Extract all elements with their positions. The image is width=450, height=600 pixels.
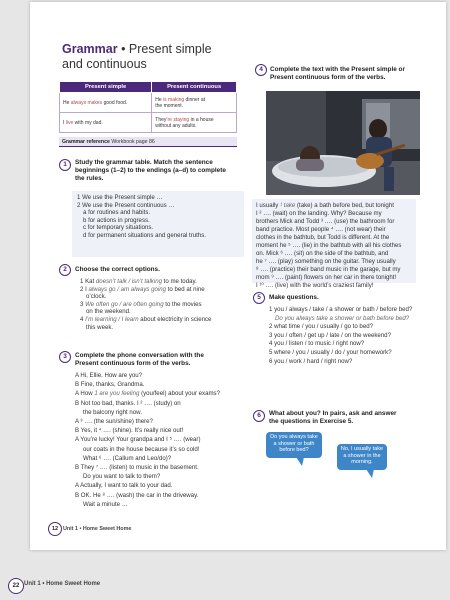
exercise-1-instruction: Study the grammar table. Match the sentence beginnings (1–2) to the endings (a–d) to complete the rules. bbox=[75, 159, 226, 183]
exercise-3-dialogue: A Hi, Ellie. How are you? B Fine, thanks, Grandma. A How 1 are you feeling (you/feel) about your exams? B Not too bad, thanks. I ² …. (study) on the balcony right now. A ³ …. (the sun/shine) there? B Yes, it ⁴ …. (shine). It’s really nice out! A You’re lucky! Your grandpa and I ⁵ …. (wear) our coats in the house because it’s so cold! What ⁶ …. (Callum and Leo/do)? B They ⁷ …. (listen) to music in the basement. Do you want to talk to them? A Actually, I want to talk to your dad. B OK. He ⁸ …. (wash) the car in the driveway. Wait a minute … bbox=[75, 372, 220, 508]
outer-unit-footer: Unit 1 • Home Sweet Home bbox=[24, 581, 101, 587]
exercise-3-instruction: Complete the phone conversation with the Present continuous form of the verbs. bbox=[75, 352, 204, 368]
grammar-title: Grammar • Present simple and continuous bbox=[62, 42, 212, 71]
exercise-1-items: 1 We use the Present simple … 2 We use the Present continuous … a for routines and habits. b for actions in progress. c for temporary situations. d for permanent situations and general truths. bbox=[77, 194, 206, 239]
inner-unit-footer: Unit 1 • Home Sweet Home bbox=[63, 526, 132, 532]
exercise-5-items: 1 you / always / take / a shower or bath / before bed? Do you always take a shower or bath before bed? 2 what time / you / usually / go to bed? 3 you / often / get up / late / on the weekend? 4 you / listen / to music / right now? 5 where / you / usually / do / your homework? 6 you / work / hard / right now? bbox=[269, 306, 413, 365]
exercise-2-instruction: Choose the correct options. bbox=[75, 266, 160, 273]
speech-bubble-tail bbox=[296, 457, 306, 467]
band-bathroom-photo bbox=[266, 91, 420, 195]
grammar-reference: Grammar reference Workbook page 86 bbox=[59, 137, 237, 147]
exercise-4-instruction: Complete the text with the Present simple or Present continuous form of the verbs. bbox=[270, 66, 405, 82]
inner-page-number: 12 bbox=[48, 522, 62, 536]
exercise-5-instruction: Make questions. bbox=[269, 294, 319, 301]
exercise-6-instruction: What about you? In pairs, ask and answer the questions in Exercise 5. bbox=[269, 410, 397, 426]
speech-bubble-answer: No, I usually take a shower in the morning. bbox=[337, 444, 387, 470]
exercise-number: 4 bbox=[255, 64, 267, 76]
photo-illustration bbox=[266, 91, 420, 195]
outer-page-number: 22 bbox=[8, 578, 24, 594]
exercise-number: 3 bbox=[59, 351, 71, 363]
exercise-2-items: 1 Kat doesn’t talk / isn’t talking to me today. 2 I always go / am always going to bed at nine o’clock. 3 We often go / are often going to the movies on the weekend. 4 I’m learning / I learn about electricity in science this week. bbox=[80, 278, 212, 331]
exercise-number: 5 bbox=[253, 292, 265, 304]
grammar-table bbox=[59, 81, 237, 133]
exercise-4-text: I usually ¹ take (take) a bath before bed, but tonight I ² …. (wait) on the landing. Why? Because my brothers Mick and Todd ³ …. (use) the bathroom for band practice. Most people ⁴ …. (not wear) their clothes in the bathtub, but Todd is different. At the moment he ⁵ …. (lie) in the bathtub with all his clothes on. Mick ⁶ …. (sit) on the side of the bathtub, and he ⁷ …. (play) something on the guitar. They usually ⁸ …. (practice) their band music in the garage, but my mom ⁹ …. (paint) flowers on her car in there tonight! I ¹⁰ …. (live) with the world’s craziest family! bbox=[256, 202, 402, 289]
exercise-number: 2 bbox=[59, 264, 71, 276]
exercise-number: 6 bbox=[253, 410, 265, 422]
table-header-simple: Present simple bbox=[60, 82, 152, 93]
table-header-continuous: Present continuous bbox=[152, 82, 237, 93]
exercise-number: 1 bbox=[59, 159, 71, 171]
table-row: He always makes good food. He is making dinner at the moment. bbox=[60, 93, 237, 113]
speech-bubble-question: Do you always take a shower or bath before bed? bbox=[266, 432, 322, 458]
table-row: I live with my dad. They’re staying in a house without any adults. bbox=[60, 113, 237, 133]
speech-bubble-tail bbox=[366, 469, 376, 479]
